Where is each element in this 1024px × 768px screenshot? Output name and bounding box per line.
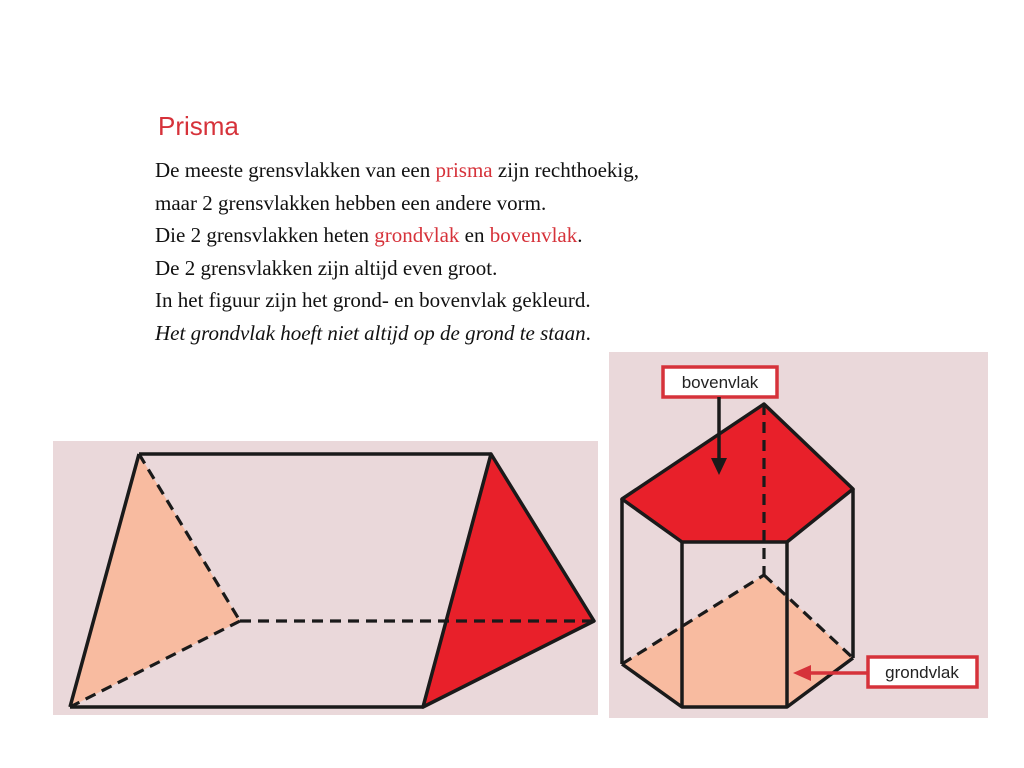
term-prisma: prisma: [435, 158, 493, 182]
text-line-2: maar 2 grensvlakken hebben een andere vorm.: [155, 190, 547, 215]
text-line-3-after: .: [577, 223, 583, 248]
explanation-paragraph: [155, 154, 639, 350]
triangular-prism-figure: [53, 441, 598, 715]
text-line-6-italic: Het grondvlak hoeft niet altijd op de grond te staan: [155, 320, 586, 345]
text-line-6: [155, 317, 639, 350]
text-line-1: [155, 154, 639, 187]
slide-title: Prisma: [158, 111, 239, 141]
term-bovenvlak: bovenvlak: [489, 223, 578, 248]
text-line-1-after: zijn rechthoekig,: [492, 158, 639, 182]
text-line-6-after: .: [585, 320, 591, 345]
label-grondvlak-text: grondvlak: [885, 663, 959, 682]
term-grondvlak: grondvlak: [374, 223, 460, 248]
text-line-4: De 2 grensvlakken zijn altijd even groot.: [155, 255, 498, 280]
text-line-1-before: De meeste grensvlakken van een: [155, 158, 436, 182]
text-line-5: In het figuur zijn het grond- en bovenvlak gekleurd.: [155, 288, 591, 313]
text-line-3-middle: en: [459, 223, 490, 248]
text-line-3-before: Die 2 grensvlakken heten: [155, 223, 375, 248]
text-line-3: [155, 219, 639, 252]
label-bovenvlak-text: bovenvlak: [681, 373, 759, 392]
pentagonal-prism-figure: [609, 352, 988, 718]
